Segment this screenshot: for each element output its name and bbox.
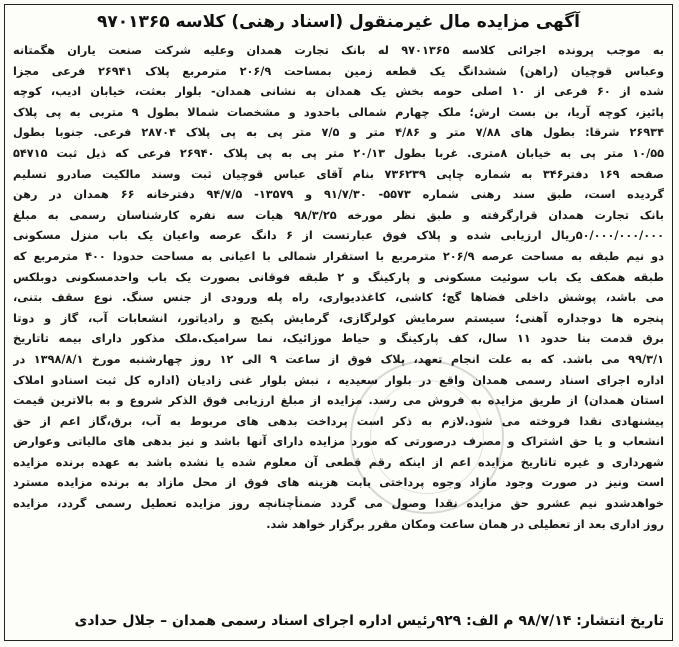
body-line: ۱۰/۵۵ متر پی به خیابان ۸متری. غربا بطول ۲۰/۱۳ متر پی به پی پلاک ۲۶۹۴۰ فرعی که ذیل ثبت ۵۴۷۱۵ <box>13 146 664 160</box>
body-line: روز اداری بعد از تعطیلی در همان ساعت ومکان مقرر برگزار خواهد شد. <box>266 517 664 531</box>
body-line: گردیده است، طبق سند رهنی شماره ۵۵۷۳- ۹۱/۷/۳۰ و ۱۳۵۷۹- ۹۴/۷/۵ دفترخانه ۶۶ همدان در رهن <box>13 188 664 202</box>
body-line: شده از ۶۰ فرعی از ۱۰ اصلی حومه بخش یک همدان به نشانی همدان- بلوار بعثت، خیابان ادیب، کوچه <box>13 85 664 99</box>
body-line: وعباس قوچیان (راهن) ششدانگ یک قطعه زمین بمساحت ۲۰۶/۹ مترمربع پلاک ۲۶۹۴۱ فرعی مجزا <box>13 64 664 78</box>
notice-body <box>13 41 664 601</box>
body-line: پنجره ها دوجداره آهنی؛ سیستم سرمایش کولرگازی، گرمایش پکیج و رادیاتور، انشعابات آب، گاز و دوتا <box>13 311 664 325</box>
body-line: انشعاب و یا حق اشتراک و مصرف درصورتی که مورد مزایده دارای آنها باشد و نیز بدهی های مالیاتی وعوارض <box>13 435 664 449</box>
body-line: طبقه همکف یک باب سوئیت مسکونی و پارکینگ و ۲ طبقه فوقانی بصورت یک باب واحدمسکونی دوبلکس <box>13 270 664 284</box>
body-line: اداره اجرای اسناد رسمی همدان واقع در بلوار سعیدیه ، نبش بلوار غنی زادیان (اداره کل ثبت اسنادو املاک <box>13 373 664 387</box>
body-line: پیشنهادی نقدا فروخته می شود.لازم به ذکر است پرداخت بدهی های مربوط به آب، برق،گاز اعم از حق <box>13 414 664 428</box>
auction-notice <box>4 4 673 641</box>
body-line: برق قدمت بنا حدود ۱۱ سال، کف پارکینگ و حیاط موزائیک، نما سرامیک.ملک مذکور دارای بیمه تاتاریخ <box>13 332 664 346</box>
body-line: خواهدشدو نیم عشرو حق مزایده نقدا وصول می گردد ضمنأچنانچه روز مزایده تعطیل رسمی گردد، مزایده <box>13 497 664 511</box>
body-line: است ونیز در صورت وجود مازاد وجوه پرداختی بابت هزینه های فوق از محل مازاد به برنده مزایده مسترد <box>13 476 664 490</box>
body-line: ۵۰/۰۰۰/۰۰۰/۰۰۰ریال ارزیابی شده و پلاک فوق عبارتست از ۶ دانگ عرصه واعیان یک باب منزل مسکونی <box>13 229 664 243</box>
body-line: می باشد، پوشش داخلی فضاها گچ؛ کاشی، کاغذدیواری، راه پله ورودی از جنس سنگ. نوع سقف بتنی، <box>13 291 664 305</box>
body-line: پائیز، کوچه آریا، بن بست ارش؛ ملک چهارم شمالی باحدود و مشخصات شمالا بطول ۹ متربی به پی پلاک <box>13 105 664 119</box>
body-line: ۲۶۹۳۴ شرقا: بطول های ۷/۸۸ متر و ۴/۸۶ متر و ۷/۵ متر پی به پی پلاک ۲۸۷۰۴ فرعی. جنوبا بطول <box>13 126 664 140</box>
body-line: به موجب پرونده اجرائی کلاسه ۹۷۰۱۳۶۵ له بانک تجارت همدان وعلیه شرکت صنعت یاران هگمتانه <box>13 44 664 57</box>
body-line: بانک تجارت همدان قرارگرفته و طبق نظر مورخه ۹۸/۳/۲۵ هیات سه نفره کارشناسان رسمی به مبلغ <box>13 208 664 222</box>
body-line: ۹۹/۳/۱ می باشد. که به علت انجام تعهد، پلاک فوق از ساعت ۹ الی ۱۲ روز چهارشنبه مورخ ۱۳۹۸/۸/۱ در <box>13 352 664 366</box>
body-line: استان همدان) از طریق مزایده به فروش می رسد. مزایده از مبلغ ارزیابی فوق الذکر شروع و به بالاترین قیمت <box>13 394 664 408</box>
notice-title: آگهی مزایده مال غیرمنقول (اسناد رهنی) کلاسه ۹۷۰۱۳۶۵ <box>97 12 580 32</box>
body-line: دو نیم طبقه به مساحت عرصه ۲۰۶/۹ مترمربع با استقرار شمالی با اعیانی به مساحت حدودا ۴۰۰ مترمربع که <box>13 249 664 263</box>
body-line: شهرداری و غیره تاتاریخ مزایده اعم از اینکه رقم قطعی آن معلوم شده یا نشده باشد به عهده برنده مزایده <box>13 455 664 469</box>
body-line: صفحه ۱۶۹ دفتر۳۴۶ به شماره چاپی ۷۳۶۲۳۹ بنام آقای عباس قوچیان ثبت وسند مالکیت صادرو تسلیم <box>13 167 664 181</box>
notice-footer: تاریخ انتشار: ۹۸/۷/۱۴ م الف: ۹۲۹رئیس اداره اجرای اسناد رسمی همدان – جلال حدادی <box>74 613 664 629</box>
